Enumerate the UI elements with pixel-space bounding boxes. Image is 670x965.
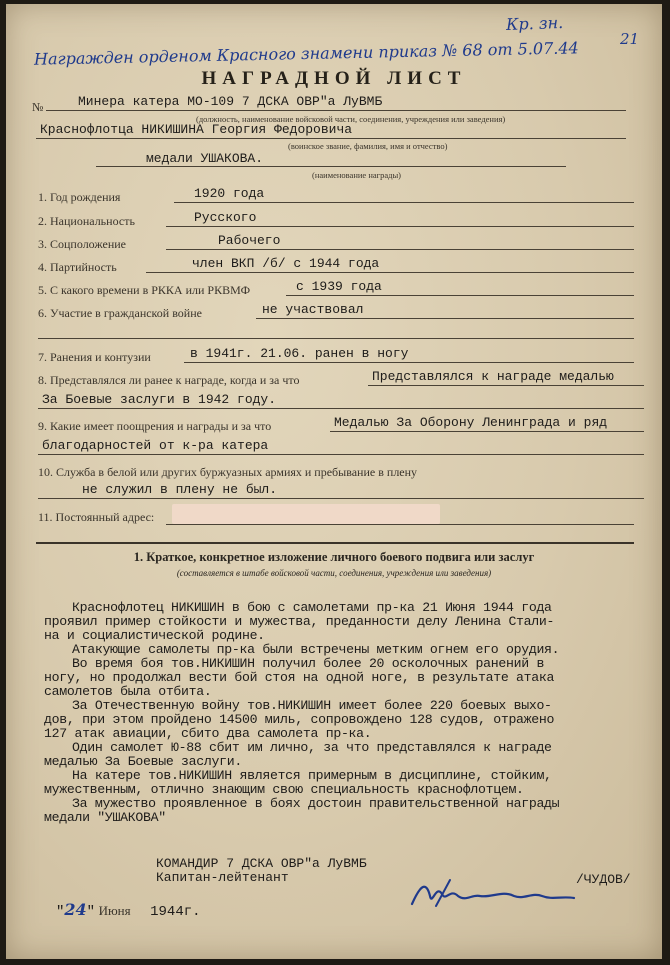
field-value-9b: благодарностей от к-ра катера bbox=[42, 438, 269, 453]
section-subtitle: (составляется в штабе войсковой части, соединения, учреждения или заведения) bbox=[176, 568, 492, 578]
body-line: За Отечественную войну тов.НИКИШИН имеет более 220 боевых выхо- bbox=[72, 698, 552, 713]
field-label-5: 5. С какого времени в РККА или РКВМФ bbox=[38, 283, 251, 297]
award-note: Награжден орденом Красного знамени приказ № 68 от 5.07.44 bbox=[33, 38, 579, 69]
position-caption: (должность, наименование войсковой части, соединения, учреждения или заведения) bbox=[196, 114, 506, 124]
body-line: медалью За Боевые заслуги. bbox=[44, 754, 242, 769]
field-label-1: 1. Год рождения bbox=[38, 190, 121, 204]
field-value-9a: Медалью За Оборону Ленинграда и ряд bbox=[334, 415, 608, 430]
body-line: проявил пример стойкости и мужества, преданности делу Ленина Стали- bbox=[44, 614, 555, 629]
date-quote-open: " bbox=[56, 904, 65, 920]
field-value-5: с 1939 года bbox=[296, 279, 382, 294]
body-line: Краснофлотец НИКИШИН в бою с самолетами пр-ка 21 Июня 1944 года bbox=[72, 600, 552, 615]
body-line: На катере тов.НИКИШИН является примерным в дисциплине, стойким, bbox=[72, 768, 552, 783]
date-month: Июня bbox=[98, 903, 131, 918]
date-year: 1944г. bbox=[150, 904, 201, 920]
body-line: ногу, но продолжал вести бой стоя на одной ноге, в результате атака bbox=[44, 670, 555, 685]
field-label-2: 2. Национальность bbox=[38, 214, 135, 228]
page-number: 21 bbox=[620, 30, 640, 48]
rule bbox=[286, 295, 634, 296]
field-value-6: не участвовал bbox=[262, 302, 364, 317]
body-line: 127 атак авиации, сбито два самолета пр-ка. bbox=[44, 726, 372, 741]
section-divider bbox=[36, 542, 634, 544]
field-value-7: в 1941г. 21.06. ранен в ногу bbox=[190, 346, 409, 361]
body-line: Атакующие самолеты пр-ка были встречены метким огнем его орудия. bbox=[72, 642, 560, 657]
date-quote-close: " bbox=[86, 904, 96, 920]
rule bbox=[256, 318, 634, 319]
rule bbox=[38, 454, 644, 455]
commander-title: КОМАНДИР 7 ДСКА ОВР"а ЛуВМБ bbox=[156, 856, 367, 871]
award-name-caption: (наименование награды) bbox=[312, 170, 402, 180]
date-day: 24 bbox=[64, 900, 87, 919]
position-value: Минера катера МО-109 7 ДСКА ОВР"а ЛуВМБ bbox=[78, 94, 383, 109]
body-line: мужественным, отлично знающим свою специальность краснофлотцем. bbox=[44, 782, 524, 797]
award-sheet bbox=[6, 4, 662, 959]
archive-mark: Кр. зн. bbox=[505, 13, 564, 34]
rule bbox=[166, 226, 634, 227]
field-label-3: 3. Соцположение bbox=[38, 237, 127, 251]
field-value-1: 1920 года bbox=[194, 186, 265, 201]
rule bbox=[166, 524, 634, 525]
field-label-9: 9. Какие имеет поощрения и награды и за что bbox=[38, 419, 272, 433]
field-value-4: член ВКП /б/ с 1944 года bbox=[192, 256, 380, 271]
rank-name-value: Краснофлотца НИКИШИНА Георгия Федоровича bbox=[40, 122, 353, 137]
field-label-6: 6. Участие в гражданской войне bbox=[38, 306, 202, 320]
address-redaction bbox=[172, 504, 440, 524]
signer-name: /ЧУДОВ/ bbox=[576, 872, 631, 887]
rule bbox=[38, 338, 634, 339]
section-title: 1. Краткое, конкретное изложение личного боевого подвига или заслуг bbox=[133, 550, 535, 564]
rule bbox=[166, 249, 634, 250]
signature-scribble bbox=[406, 866, 581, 916]
body-line: на и социалистической родине. bbox=[44, 628, 265, 643]
field-label-7: 7. Ранения и контузии bbox=[38, 350, 151, 364]
field-label-4: 4. Партийность bbox=[38, 260, 117, 274]
rule bbox=[146, 272, 634, 273]
body-line: медали "УШАКОВА" bbox=[44, 810, 166, 825]
rule bbox=[38, 498, 644, 499]
field-value-3: Рабочего bbox=[218, 233, 281, 248]
field-label-11: 11. Постоянный адрес: bbox=[38, 510, 155, 524]
field-label-10: 10. Служба в белой или других буржуазных армиях и пребывание в плену bbox=[38, 465, 418, 479]
rule bbox=[330, 431, 644, 432]
field-value-8a: Представлялся к награде медалью bbox=[372, 369, 614, 384]
commander-rank: Капитан-лейтенант bbox=[156, 870, 289, 885]
field-label-8: 8. Представлялся ли ранее к награде, когда и за что bbox=[38, 373, 300, 387]
field-value-2: Русского bbox=[194, 210, 257, 225]
rule bbox=[38, 408, 644, 409]
document-title: НАГРАДНОЙ ЛИСТ bbox=[201, 68, 467, 89]
body-line: дов, при этом пройдено 14500 миль, сопровождено 128 судов, отражено bbox=[44, 712, 555, 727]
rule bbox=[174, 202, 634, 203]
number-label: № bbox=[32, 100, 44, 114]
award-name-value: медали УШАКОВА. bbox=[146, 151, 264, 166]
field-value-8b: За Боевые заслуги в 1942 году. bbox=[42, 392, 277, 407]
body-line: За мужество проявленное в боях достоин правительственной награды bbox=[72, 796, 560, 811]
rule bbox=[46, 110, 626, 111]
field-value-10: не служил в плену не был. bbox=[82, 482, 278, 497]
rule bbox=[184, 362, 634, 363]
body-line: Один самолет Ю-88 сбит им лично, за что представлялся к награде bbox=[72, 740, 552, 755]
body-line: самолетов была отбита. bbox=[44, 684, 212, 699]
date-line bbox=[56, 900, 201, 920]
rule bbox=[36, 138, 626, 139]
rule bbox=[96, 166, 566, 167]
rank-name-caption: (воинское звание, фамилия, имя и отчество) bbox=[288, 141, 448, 151]
body-line: Во время боя тов.НИКИШИН получил более 20 осколочных ранений в bbox=[72, 656, 545, 671]
rule bbox=[368, 385, 644, 386]
